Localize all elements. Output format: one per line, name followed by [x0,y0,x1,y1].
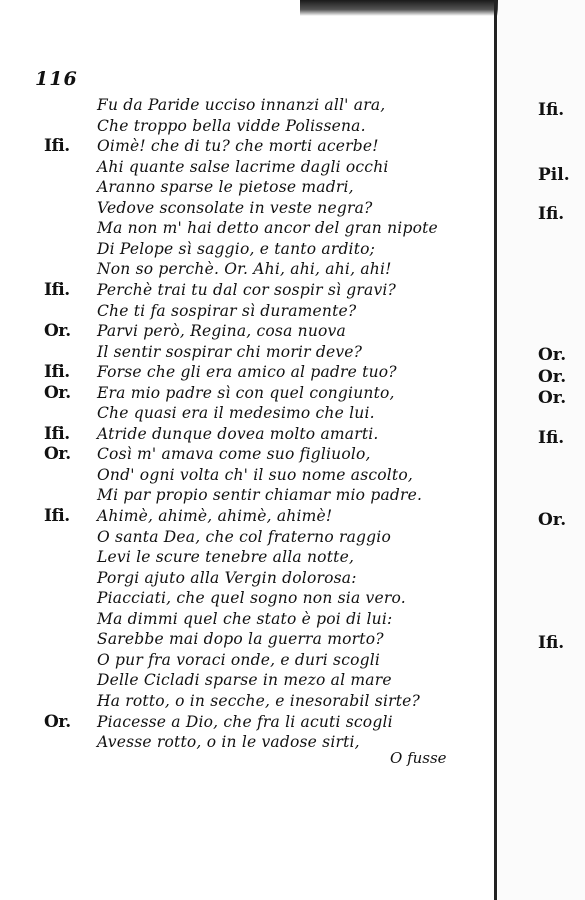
verse-line: Che ti fa sospirar sì duramente? [97,302,357,320]
page-number: 116 [35,68,78,90]
facing-speaker-label: Ifi. [538,100,565,120]
verse-line: Di Pelope sì saggio, e tanto ardito; [97,240,376,258]
speaker-label: Ifi. [44,362,70,382]
speaker-label: Ifi. [44,506,70,526]
speaker-label: Or. [44,383,71,403]
verse-line: Che quasi era il medesimo che lui. [97,404,375,422]
verse-line: Piacesse a Dio, che fra li acuti scogli [97,713,393,731]
verse-line: Ma non m' hai detto ancor del gran nipote [97,219,438,237]
facing-speaker-label: Ifi. [538,633,565,653]
verse-line: Parvi però, Regina, cosa nuova [97,322,346,340]
facing-speaker-label: Pil. [538,165,570,185]
verse-line: Sarebbe mai dopo la guerra morto? [97,630,384,648]
verse-line: Aranno sparse le pietose madri, [97,178,354,196]
facing-page [498,0,585,900]
verse-line: Forse che gli era amico al padre tuo? [97,363,397,381]
verse-line: Così m' amava come suo figliuolo, [97,445,371,463]
facing-speaker-label: Or. [538,510,567,530]
verse-line: Piacciati, che quel sogno non sia vero. [97,589,406,607]
verse-line: Levi le scure tenebre alla notte, [97,548,355,566]
verse-line: Vedove sconsolate in veste negra? [97,199,373,217]
verse-line: Non so perchè. Or. Ahi, ahi, ahi, ahi! [97,260,392,278]
verse-line: Avesse rotto, o in le vadose sirti, [97,733,360,751]
verse-line: O santa Dea, che col fraterno raggio [97,528,391,546]
facing-speaker-label: Ifi. [538,204,565,224]
verse-line: Era mio padre sì con quel congiunto, [97,384,395,402]
verse-line: Ahi quante salse lacrime dagli occhi [97,158,389,176]
verse-line: Perchè trai tu dal cor sospir sì gravi? [97,281,397,299]
verse-line: Ond' ogni volta ch' il suo nome ascolto, [97,466,414,484]
verse-line: O pur fra voraci onde, e duri scogli [97,651,381,669]
verse-line: Ha rotto, o in secche, e inesorabil sirte? [97,692,421,710]
verse-line: Fu da Paride ucciso innanzi all' ara, [97,96,386,114]
speaker-label: Or. [44,712,71,732]
facing-speaker-label: Ifi. [538,428,565,448]
facing-speaker-label: Or. [538,388,567,408]
verse-line: Oimè! che di tu? che morti acerbe! [97,137,379,155]
catchword: O fusse [390,749,447,767]
speaker-label: Or. [44,444,71,464]
book-gutter [494,0,497,900]
speaker-label: Ifi. [44,280,70,300]
verse-line: Che troppo bella vidde Polissena. [97,117,366,135]
verse-line: Delle Cicladi sparse in mezo al mare [97,671,392,689]
verse-line: Mi par propio sentir chiamar mio padre. [97,486,423,504]
verse-line: Atride dunque dovea molto amarti. [97,425,379,443]
speaker-label: Ifi. [44,424,70,444]
verse-line: Ma dimmi quel che stato è poi di lui: [97,610,393,628]
verse-line: Il sentir sospirar chi morir deve? [97,343,363,361]
facing-speaker-label: Or. [538,367,567,387]
speaker-label: Ifi. [44,136,70,156]
speaker-label: Or. [44,321,71,341]
facing-speaker-label: Or. [538,345,567,365]
verse-line: Ahimè, ahimè, ahimè, ahimè! [97,507,333,525]
verse-line: Porgi ajuto alla Vergin dolorosa: [97,569,357,587]
